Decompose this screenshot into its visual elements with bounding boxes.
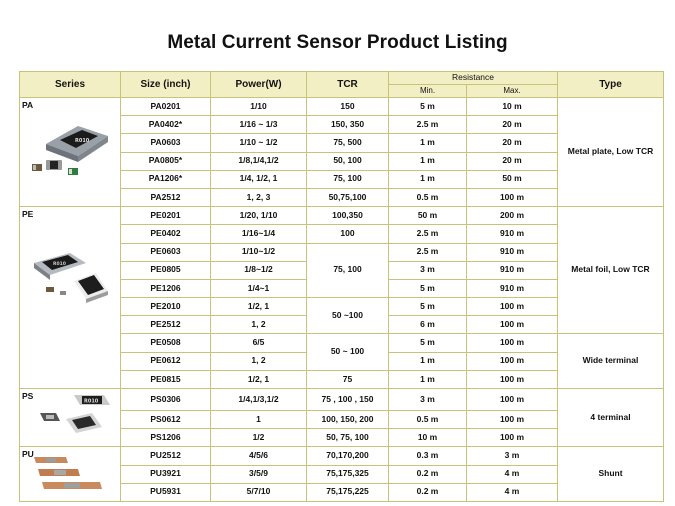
min-cell: 50 m (389, 207, 467, 225)
max-cell: 100 m (467, 389, 558, 411)
power-cell: 1, 2 (211, 316, 307, 334)
min-cell: 10 m (389, 429, 467, 447)
max-cell: 20 m (467, 152, 558, 170)
power-cell: 3/5/9 (211, 465, 307, 483)
ps-chip-marking: R010 (84, 398, 99, 405)
header-type: Type (558, 72, 664, 98)
min-cell: 1 m (389, 370, 467, 388)
tcr-cell: 75,175,225 (307, 483, 389, 501)
tcr-cell: 50, 75, 100 (307, 429, 389, 447)
size-cell: PU2512 (121, 447, 211, 465)
min-cell: 0.5 m (389, 188, 467, 206)
tcr-cell (307, 298, 389, 334)
table-row (20, 389, 664, 411)
min-cell: 2.5 m (389, 116, 467, 134)
power-cell: 1/4, 1/2, 1 (211, 170, 307, 188)
tcr-cell: 50 ~ 100 (307, 334, 389, 370)
max-cell: 100 m (467, 188, 558, 206)
page-title: Metal Current Sensor Product Listing (167, 32, 508, 53)
type-cell-pe-foil: Metal foil, Low TCR (558, 207, 664, 334)
size-cell: PE0508 (121, 334, 211, 352)
min-cell: 5 m (389, 298, 467, 316)
max-cell: 20 m (467, 134, 558, 152)
size-cell: PA0603 (121, 134, 211, 152)
header-max: Max. (467, 85, 558, 98)
tcr-range-text: 50 ~100 (332, 309, 363, 320)
max-cell: 100 m (467, 370, 558, 388)
max-cell: 200 m (467, 207, 558, 225)
tcr-cell: 100, 150, 200 (307, 411, 389, 429)
size-cell: PE0603 (121, 243, 211, 261)
series-cell-pe (20, 207, 121, 389)
power-cell: 1/2 (211, 429, 307, 447)
power-cell: 1/10~1/2 (211, 243, 307, 261)
max-cell: 4 m (467, 465, 558, 483)
tcr-cell: 100 (307, 225, 389, 243)
max-cell: 100 m (467, 429, 558, 447)
min-cell: 2.5 m (389, 225, 467, 243)
size-cell: PS0612 (121, 411, 211, 429)
tcr-cell: 150, 350 (307, 116, 389, 134)
max-cell: 100 m (467, 411, 558, 429)
min-cell: 1 m (389, 152, 467, 170)
max-cell: 100 m (467, 298, 558, 316)
size-cell: PA0805* (121, 152, 211, 170)
power-cell: 1/4~1 (211, 279, 307, 297)
size-cell: PU3921 (121, 465, 211, 483)
size-cell: PE0815 (121, 370, 211, 388)
max-cell: 910 m (467, 243, 558, 261)
min-cell: 3 m (389, 261, 467, 279)
size-cell: PE0805 (121, 261, 211, 279)
tcr-cell: 70,170,200 (307, 447, 389, 465)
ps-resistor-photo (30, 391, 116, 441)
product-table (19, 71, 664, 502)
power-cell: 1/20, 1/10 (211, 207, 307, 225)
tcr-cell: 75,175,325 (307, 465, 389, 483)
max-cell: 100 m (467, 334, 558, 352)
tcr-cell: 75, 100 (307, 170, 389, 188)
min-cell: 0.3 m (389, 447, 467, 465)
type-cell-ps: 4 terminal (558, 389, 664, 447)
size-cell: PE0612 (121, 352, 211, 370)
max-cell: 910 m (467, 225, 558, 243)
min-cell: 2.5 m (389, 243, 467, 261)
size-cell: PS1206 (121, 429, 211, 447)
pe-resistor-photo (26, 235, 112, 315)
power-cell: 1 (211, 411, 307, 429)
power-cell: 6/5 (211, 334, 307, 352)
tcr-cell: 50, 100 (307, 152, 389, 170)
type-cell-pu: Shunt (558, 447, 664, 502)
tcr-cell: 75, 100 (307, 243, 389, 298)
tcr-cell (307, 389, 389, 411)
tcr-text: 75 , 100 , 150 (321, 393, 374, 404)
power-cell: 1/2, 1 (211, 298, 307, 316)
pa-resistor-photo (26, 116, 112, 186)
size-cell: PS0306 (121, 389, 211, 411)
max-cell: 100 m (467, 316, 558, 334)
header-min: Min. (389, 85, 467, 98)
min-cell: 0.2 m (389, 465, 467, 483)
size-cell: PA0402* (121, 116, 211, 134)
size-cell: PA0201 (121, 98, 211, 116)
power-cell: 1/16 ~ 1/3 (211, 116, 307, 134)
table-row (20, 98, 664, 116)
max-cell: 4 m (467, 483, 558, 501)
power-cell: 1/8~1/2 (211, 261, 307, 279)
power-cell: 1, 2, 3 (211, 188, 307, 206)
power-cell: 1/4,1/3,1/2 (211, 389, 307, 411)
series-label: PU (22, 449, 34, 460)
min-cell: 5 m (389, 334, 467, 352)
tcr-cell: 50,75,100 (307, 188, 389, 206)
table-row (20, 207, 664, 225)
header-series: Series (20, 72, 121, 98)
header-size: Size (inch) (121, 72, 211, 98)
series-label: PE (22, 209, 34, 220)
min-cell: 0.2 m (389, 483, 467, 501)
power-cell: 1/8,1/4,1/2 (211, 152, 307, 170)
power-cell: 5/7/10 (211, 483, 307, 501)
tcr-cell: 75 (307, 370, 389, 388)
min-cell: 5 m (389, 98, 467, 116)
series-cell-ps (20, 389, 121, 447)
size-cell: PE2010 (121, 298, 211, 316)
max-cell: 50 m (467, 170, 558, 188)
size-cell: PA2512 (121, 188, 211, 206)
max-cell: 910 m (467, 279, 558, 297)
type-cell-pa: Metal plate, Low TCR (558, 98, 664, 207)
max-cell: 100 m (467, 352, 558, 370)
tcr-cell: 75, 500 (307, 134, 389, 152)
size-cell: PE2512 (121, 316, 211, 334)
tcr-cell: 150 (307, 98, 389, 116)
size-cell: PE1206 (121, 279, 211, 297)
power-cell: 1/16~1/4 (211, 225, 307, 243)
svg-text:R010: R010 (53, 262, 66, 268)
header-power: Power(W) (211, 72, 307, 98)
header-resistance: Resistance (389, 72, 558, 85)
min-cell: 0.5 m (389, 411, 467, 429)
max-cell: 3 m (467, 447, 558, 465)
min-cell: 6 m (389, 316, 467, 334)
pu-shunt-photo (30, 451, 116, 495)
svg-text:R010: R010 (75, 138, 90, 144)
tcr-cell: 100,350 (307, 207, 389, 225)
size-cell: PA1206* (121, 170, 211, 188)
series-cell-pa (20, 98, 121, 207)
table-row (20, 447, 664, 465)
header-tcr: TCR (307, 72, 389, 98)
max-cell: 910 m (467, 261, 558, 279)
min-cell: 5 m (389, 279, 467, 297)
series-cell-pu (20, 447, 121, 502)
min-cell: 1 m (389, 170, 467, 188)
power-cell: 4/5/6 (211, 447, 307, 465)
power-cell: 1/10 (211, 98, 307, 116)
power-cell: 1/2, 1 (211, 370, 307, 388)
power-cell: 1/10 ~ 1/2 (211, 134, 307, 152)
min-cell: 1 m (389, 134, 467, 152)
series-label: PS (22, 391, 34, 401)
min-cell: 3 m (389, 389, 467, 411)
size-cell: PE0201 (121, 207, 211, 225)
max-cell: 20 m (467, 116, 558, 134)
type-cell-pe-wide: Wide terminal (558, 334, 664, 389)
size-cell: PE0402 (121, 225, 211, 243)
max-cell: 10 m (467, 98, 558, 116)
size-cell: PU5931 (121, 483, 211, 501)
power-cell: 1, 2 (211, 352, 307, 370)
min-cell: 1 m (389, 352, 467, 370)
series-label: PA (22, 100, 34, 110)
